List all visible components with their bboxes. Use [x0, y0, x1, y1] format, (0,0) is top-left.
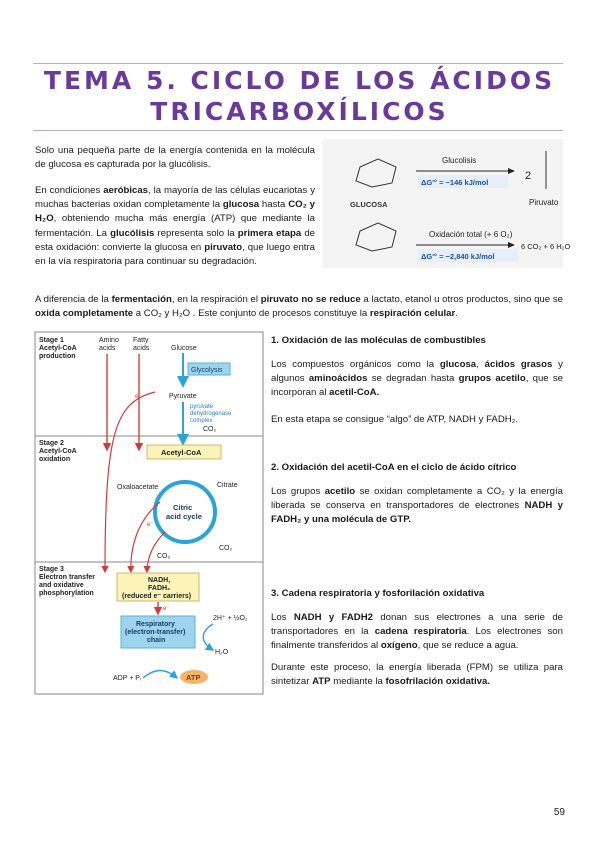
total-oxidation-label: Oxidación total (+ 6 O₂) [429, 230, 513, 239]
co2-label-3: CO₂ [157, 553, 171, 560]
electron-label: e⁻ [163, 606, 170, 612]
adp-label: ADP + Pᵢ [113, 675, 142, 682]
svg-text:e⁻: e⁻ [135, 394, 142, 400]
atp-label: ATP [186, 673, 201, 682]
section-3-paragraph-1: Los NADH y FADH2 donan sus electrones a una serie de transportadores en la cadena respiratoria. Los electrones son finalmente transferidos al oxígeno, que se reduce a agua. [271, 612, 563, 652]
section-1-heading: 1. Oxidación de las moléculas de combustibles [271, 335, 486, 346]
svg-text:e⁻: e⁻ [147, 522, 154, 528]
citrate-label: Citrate [217, 482, 238, 489]
total-oxidation-energy: ΔG'° = −2,840 kJ/mol [421, 252, 495, 261]
pyruvate-coefficient: 2 [525, 170, 532, 182]
glucose-oxidation-figure [322, 139, 571, 268]
section-2-heading: 2. Oxidación del acetil-CoA en el ciclo de ácido cítrico [271, 462, 517, 473]
water-label: H₂O [215, 649, 229, 656]
pyruvate-node: Pyruvate [169, 393, 197, 400]
title-line-1: TEMA 5. CICLO DE LOS ÁCIDOS [43, 66, 556, 95]
glycolysis-label: Glucolisis [442, 156, 477, 165]
section-3-heading: 3. Cadena respiratoria y fosforilación oxidativa [271, 588, 485, 599]
co2-label-1: CO₂ [203, 426, 217, 433]
acetyl-coa-box: Acetyl-CoA [161, 448, 202, 457]
intro-paragraph-2: En condiciones aeróbicas, la mayoría de las células eucariotas y muchas bacterias oxidan completamente la glucosa hasta CO₂ y H₂O, obteniendo mucha más energía (ATP) que mediante la fermentación. La glucólisis representa solo la primera etapa de esta oxidación: convierte la glucosa en piruvato, que luego entra en la vía respiratoria para continuar su degradación. [35, 185, 316, 268]
co2-label-2: CO₂ [219, 545, 233, 552]
fatty-acids-label: Fatty acids [133, 337, 150, 352]
stage-1-label: Stage 1 Acetyl-CoA production [39, 337, 77, 360]
pdh-label: pyruvate dehydrogenase complex [190, 404, 232, 424]
page-title [0, 65, 599, 127]
top-rule [33, 63, 563, 64]
reduced-carriers-box: NADH, FADH₂ (reduced e⁻ carriers) [122, 577, 192, 600]
glucose-node: Glucose [171, 345, 197, 352]
intro-paragraph-1: Solo una pequeña parte de la energía contenida en la molécula de glucosa es capturada por la glucólisis. [35, 145, 315, 171]
oxaloacetate-label: Oxaloacetate [117, 484, 159, 491]
citric-acid-cycle-label: Citric acid cycle [166, 503, 202, 521]
cellular-respiration-diagram [35, 332, 263, 694]
amino-acids-label: Amino acids [99, 337, 119, 352]
glycolysis-box: Glycolysis [191, 367, 223, 374]
title-line-2: TRICARBOXÍLICOS [150, 97, 449, 126]
section-2-paragraph: Los grupos acetilo se oxidan completamente a CO₂ y la energía liberada se conserva en transportadores de electrones NADH y FADH₂ y una molécula de GTP. [271, 486, 563, 526]
oxygen-label: 2H⁺ + ½O₂ [213, 615, 248, 622]
bottom-rule [33, 130, 563, 131]
glycolysis-energy: ΔG'° = −146 kJ/mol [421, 178, 489, 187]
section-1-paragraph-1: Los compuestos orgánicos como la glucosa, ácidos grasos y algunos aminoácidos se degradan hasta grupos acetilo, que se incorporan al acetil-CoA. [271, 359, 563, 399]
stage-2-label: Stage 2 Acetyl-CoA oxidation [39, 440, 77, 463]
stage-3-label: Stage 3 Electron transfer and oxidative phosphorylation [39, 566, 96, 597]
respiratory-chain-box: Respiratory (electron-transfer) chain [125, 621, 186, 644]
oxidation-products: 6 CO₂ + 6 H₂O [521, 242, 571, 251]
glucose-label: GLUCOSA [350, 200, 388, 209]
pyruvate-label: Piruvato [529, 198, 559, 207]
page-number: 59 [553, 807, 565, 818]
section-1-paragraph-2: En esta etapa se consigue “algo” de ATP, NADH y FADH₂. [271, 414, 519, 425]
fermentation-paragraph: A diferencia de la fermentación, en la respiración el piruvato no se reduce a lactato, etanol u otros productos, sino que se oxida completamente a CO₂ y H₂O . Este conjunto de procesos constituye la respiración celular. [35, 294, 563, 320]
section-3-paragraph-2: Durante este proceso, la energía liberada (FPM) se utiliza para sintetizar ATP mediante la fosofrilación oxidativa. [271, 662, 563, 688]
